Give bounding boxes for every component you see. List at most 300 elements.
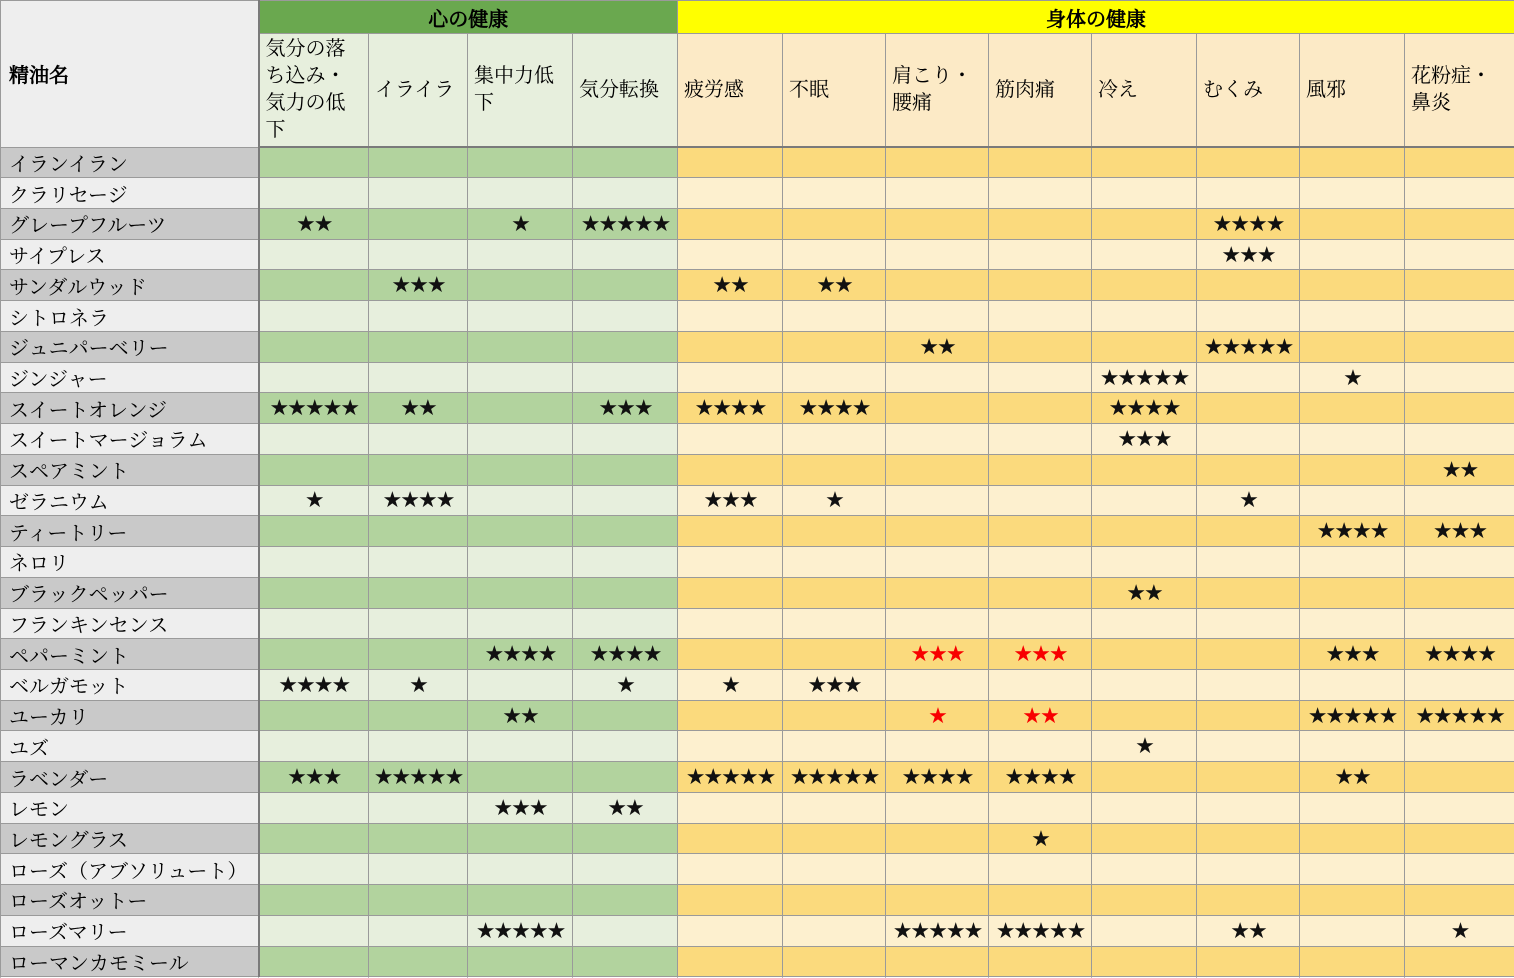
table-row: [1, 147, 1514, 178]
rating-cell: [1300, 669, 1405, 700]
rating-cell: [1092, 147, 1197, 178]
column-header: 筋肉痛: [989, 34, 1092, 148]
rating-cell: [1300, 424, 1405, 455]
star-rating-cell: ★★: [573, 792, 678, 823]
rating-cell: [369, 331, 468, 362]
rating-cell: [259, 946, 369, 977]
star-rating-cell: ★★★★★: [1300, 700, 1405, 731]
table-row: [1, 854, 1514, 885]
rating-cell: [1092, 208, 1197, 239]
column-header: 肩こり・腰痛: [886, 34, 989, 148]
rating-cell: [468, 424, 573, 455]
rating-cell: [678, 239, 783, 270]
rating-cell: [886, 608, 989, 639]
rating-cell: [1300, 178, 1405, 209]
star-rating-cell: ★★: [468, 700, 573, 731]
oil-row-label: クラリセージ: [1, 178, 259, 209]
star-rating-cell: ★★★: [989, 639, 1092, 670]
rating-cell: [1197, 393, 1300, 424]
rating-cell: [468, 823, 573, 854]
rating-cell: [783, 239, 886, 270]
table-row: [1, 270, 1514, 301]
table-row: [1, 915, 1514, 946]
column-header: 疲労感: [678, 34, 783, 148]
rating-cell: [468, 762, 573, 793]
rating-cell: [369, 547, 468, 578]
rating-cell: [573, 454, 678, 485]
rating-cell: [783, 424, 886, 455]
rating-cell: [783, 454, 886, 485]
rating-cell: [259, 516, 369, 547]
rating-cell: [468, 393, 573, 424]
rating-cell: [1405, 424, 1514, 455]
rating-cell: [468, 270, 573, 301]
rating-cell: [468, 854, 573, 885]
star-rating-cell: ★★: [259, 208, 369, 239]
rating-cell: [468, 547, 573, 578]
rating-cell: [989, 239, 1092, 270]
rating-cell: [259, 454, 369, 485]
rating-cell: [1197, 639, 1300, 670]
rating-cell: [1197, 792, 1300, 823]
rating-cell: [573, 700, 678, 731]
star-rating-cell: ★★★: [1300, 639, 1405, 670]
rating-cell: [989, 854, 1092, 885]
rating-cell: [783, 792, 886, 823]
rating-cell: [783, 547, 886, 578]
rating-cell: [886, 669, 989, 700]
star-rating-cell: ★★★: [573, 393, 678, 424]
oil-row-label: ローマンカモミール: [1, 946, 259, 977]
rating-cell: [783, 946, 886, 977]
rating-cell: [573, 362, 678, 393]
rating-cell: [1092, 239, 1197, 270]
rating-cell: [886, 823, 989, 854]
star-rating-cell: ★★: [989, 700, 1092, 731]
rating-cell: [1197, 854, 1300, 885]
rating-cell: [678, 147, 783, 178]
rating-cell: [1092, 915, 1197, 946]
star-rating-cell: ★★★: [678, 485, 783, 516]
rating-cell: [1197, 762, 1300, 793]
star-rating-cell: ★: [678, 669, 783, 700]
rating-cell: [468, 946, 573, 977]
star-rating-cell: ★★★★★: [1197, 331, 1300, 362]
rating-cell: [369, 608, 468, 639]
star-rating-cell: ★★: [369, 393, 468, 424]
rating-cell: [468, 577, 573, 608]
rating-cell: [886, 577, 989, 608]
rating-cell: [886, 946, 989, 977]
rating-cell: [259, 731, 369, 762]
rating-cell: [886, 393, 989, 424]
rating-cell: [783, 178, 886, 209]
star-rating-cell: ★★★★★: [1405, 700, 1514, 731]
rating-cell: [989, 485, 1092, 516]
star-rating-cell: ★★★★★: [573, 208, 678, 239]
rating-cell: [1197, 885, 1300, 916]
rating-cell: [1092, 792, 1197, 823]
star-rating-cell: ★★★: [259, 762, 369, 793]
rating-cell: [678, 178, 783, 209]
oil-name-column-header: 精油名: [1, 1, 259, 148]
rating-cell: [573, 946, 678, 977]
rating-cell: [573, 731, 678, 762]
table-row: [1, 516, 1514, 547]
rating-cell: [259, 885, 369, 916]
column-header: 気分の落ち込み・気力の低下: [259, 34, 369, 148]
star-rating-cell: ★: [1197, 485, 1300, 516]
rating-cell: [1092, 946, 1197, 977]
rating-cell: [468, 239, 573, 270]
table-row: [1, 239, 1514, 270]
rating-cell: [468, 331, 573, 362]
star-rating-cell: ★★★★★: [468, 915, 573, 946]
rating-cell: [259, 915, 369, 946]
oil-row-label: ユズ: [1, 731, 259, 762]
rating-cell: [369, 208, 468, 239]
star-rating-cell: ★★: [886, 331, 989, 362]
oil-row-label: スイートオレンジ: [1, 393, 259, 424]
star-rating-cell: ★★★★: [989, 762, 1092, 793]
table-row: [1, 331, 1514, 362]
star-rating-cell: ★★★★: [573, 639, 678, 670]
rating-cell: [1300, 270, 1405, 301]
rating-cell: [886, 208, 989, 239]
rating-cell: [783, 885, 886, 916]
oil-row-label: ネロリ: [1, 547, 259, 578]
rating-cell: [1405, 331, 1514, 362]
rating-cell: [1197, 516, 1300, 547]
star-rating-cell: ★★★★: [886, 762, 989, 793]
star-rating-cell: ★★★★★: [989, 915, 1092, 946]
rating-cell: [468, 301, 573, 332]
rating-cell: [989, 885, 1092, 916]
table-row: [1, 608, 1514, 639]
rating-cell: [369, 639, 468, 670]
rating-cell: [1092, 762, 1197, 793]
rating-cell: [573, 331, 678, 362]
star-rating-cell: ★: [468, 208, 573, 239]
rating-cell: [1197, 823, 1300, 854]
star-rating-cell: ★★★★★: [369, 762, 468, 793]
rating-cell: [259, 639, 369, 670]
star-rating-cell: ★★★: [783, 669, 886, 700]
rating-cell: [1405, 885, 1514, 916]
rating-cell: [573, 270, 678, 301]
rating-cell: [1092, 823, 1197, 854]
rating-cell: [1197, 547, 1300, 578]
rating-cell: [369, 854, 468, 885]
rating-cell: [573, 854, 678, 885]
rating-cell: [989, 577, 1092, 608]
rating-cell: [573, 762, 678, 793]
rating-cell: [1197, 424, 1300, 455]
rating-cell: [886, 485, 989, 516]
oil-row-label: ローズマリー: [1, 915, 259, 946]
rating-cell: [1197, 270, 1300, 301]
rating-cell: [989, 608, 1092, 639]
rating-cell: [1197, 362, 1300, 393]
rating-cell: [989, 516, 1092, 547]
rating-cell: [259, 424, 369, 455]
rating-cell: [259, 147, 369, 178]
rating-cell: [678, 639, 783, 670]
rating-cell: [1300, 885, 1405, 916]
oil-row-label: ローズ（アブソリュート）: [1, 854, 259, 885]
rating-cell: [886, 792, 989, 823]
rating-cell: [678, 362, 783, 393]
rating-cell: [259, 178, 369, 209]
rating-cell: [783, 331, 886, 362]
rating-cell: [989, 393, 1092, 424]
rating-cell: [1092, 331, 1197, 362]
column-header: 花粉症・鼻炎: [1405, 34, 1514, 148]
oil-row-label: スイートマージョラム: [1, 424, 259, 455]
rating-cell: [573, 424, 678, 455]
column-header: イライラ: [369, 34, 468, 148]
rating-cell: [1092, 700, 1197, 731]
rating-cell: [468, 485, 573, 516]
rating-cell: [369, 454, 468, 485]
rating-cell: [678, 885, 783, 916]
rating-cell: [1300, 485, 1405, 516]
table-row: [1, 362, 1514, 393]
rating-cell: [1300, 731, 1405, 762]
star-rating-cell: ★: [573, 669, 678, 700]
rating-cell: [1300, 301, 1405, 332]
rating-cell: [678, 608, 783, 639]
rating-cell: [573, 577, 678, 608]
rating-cell: [259, 700, 369, 731]
oil-row-label: シトロネラ: [1, 301, 259, 332]
table-row: [1, 424, 1514, 455]
rating-cell: [678, 331, 783, 362]
oil-row-label: サイプレス: [1, 239, 259, 270]
star-rating-cell: ★: [989, 823, 1092, 854]
star-rating-cell: ★★★: [369, 270, 468, 301]
rating-cell: [259, 331, 369, 362]
rating-cell: [468, 362, 573, 393]
oil-row-label: フランキンセンス: [1, 608, 259, 639]
rating-cell: [369, 301, 468, 332]
rating-cell: [678, 731, 783, 762]
rating-cell: [1405, 577, 1514, 608]
rating-cell: [886, 301, 989, 332]
rating-cell: [259, 270, 369, 301]
star-rating-cell: ★★★★: [1405, 639, 1514, 670]
rating-cell: [1092, 608, 1197, 639]
rating-cell: [886, 516, 989, 547]
table-row: [1, 885, 1514, 916]
rating-cell: [678, 547, 783, 578]
table-row: [1, 700, 1514, 731]
rating-cell: [1405, 485, 1514, 516]
rating-cell: [573, 608, 678, 639]
rating-cell: [1092, 885, 1197, 916]
star-rating-cell: ★★★★: [259, 669, 369, 700]
table-row: [1, 301, 1514, 332]
rating-cell: [678, 577, 783, 608]
oil-row-label: イランイラン: [1, 147, 259, 178]
rating-cell: [1092, 454, 1197, 485]
oil-row-label: ラベンダー: [1, 762, 259, 793]
rating-cell: [1092, 854, 1197, 885]
rating-cell: [783, 208, 886, 239]
rating-cell: [369, 700, 468, 731]
rating-cell: [989, 792, 1092, 823]
rating-cell: [1197, 577, 1300, 608]
rating-cell: [573, 823, 678, 854]
rating-cell: [259, 577, 369, 608]
column-header: 集中力低下: [468, 34, 573, 148]
rating-cell: [783, 362, 886, 393]
star-rating-cell: ★★: [1405, 454, 1514, 485]
star-rating-cell: ★★: [1300, 762, 1405, 793]
rating-cell: [573, 915, 678, 946]
rating-cell: [1092, 547, 1197, 578]
star-rating-cell: ★★★: [886, 639, 989, 670]
star-rating-cell: ★★★★★: [886, 915, 989, 946]
table-row: [1, 454, 1514, 485]
star-rating-cell: ★★★: [468, 792, 573, 823]
star-rating-cell: ★★★★★: [678, 762, 783, 793]
star-rating-cell: ★: [1092, 731, 1197, 762]
rating-cell: [369, 885, 468, 916]
rating-cell: [678, 823, 783, 854]
rating-cell: [1197, 608, 1300, 639]
oil-row-label: ゼラニウム: [1, 485, 259, 516]
oil-row-label: ティートリー: [1, 516, 259, 547]
rating-cell: [259, 823, 369, 854]
rating-cell: [1092, 485, 1197, 516]
rating-cell: [1300, 239, 1405, 270]
rating-cell: [678, 516, 783, 547]
star-rating-cell: ★★★★★: [1092, 362, 1197, 393]
rating-cell: [573, 178, 678, 209]
star-rating-cell: ★★: [1197, 915, 1300, 946]
table-row: [1, 577, 1514, 608]
star-rating-cell: ★★★: [1405, 516, 1514, 547]
rating-cell: [1405, 946, 1514, 977]
rating-cell: [1405, 239, 1514, 270]
rating-cell: [1300, 331, 1405, 362]
star-rating-cell: ★: [259, 485, 369, 516]
rating-cell: [1405, 147, 1514, 178]
rating-cell: [1405, 301, 1514, 332]
group-header-body: 身体の健康: [678, 1, 1514, 34]
oil-row-label: スペアミント: [1, 454, 259, 485]
rating-cell: [1405, 547, 1514, 578]
rating-cell: [369, 424, 468, 455]
rating-cell: [259, 362, 369, 393]
oil-row-label: ジュニパーベリー: [1, 331, 259, 362]
oil-row-label: レモングラス: [1, 823, 259, 854]
rating-cell: [259, 301, 369, 332]
rating-cell: [886, 885, 989, 916]
star-rating-cell: ★★★: [1092, 424, 1197, 455]
rating-cell: [678, 854, 783, 885]
rating-cell: [783, 301, 886, 332]
column-header: むくみ: [1197, 34, 1300, 148]
rating-cell: [1405, 362, 1514, 393]
rating-cell: [573, 301, 678, 332]
oil-row-label: ジンジャー: [1, 362, 259, 393]
rating-cell: [369, 915, 468, 946]
rating-cell: [1092, 639, 1197, 670]
rating-cell: [1405, 731, 1514, 762]
table-row: [1, 669, 1514, 700]
rating-cell: [989, 208, 1092, 239]
rating-cell: [1197, 731, 1300, 762]
star-rating-cell: ★: [886, 700, 989, 731]
rating-cell: [1300, 854, 1405, 885]
rating-cell: [369, 516, 468, 547]
rating-cell: [468, 516, 573, 547]
column-header: 冷え: [1092, 34, 1197, 148]
rating-cell: [1300, 393, 1405, 424]
column-header: 気分転換: [573, 34, 678, 148]
rating-cell: [678, 301, 783, 332]
rating-cell: [369, 239, 468, 270]
rating-cell: [886, 239, 989, 270]
rating-cell: [1197, 454, 1300, 485]
rating-cell: [886, 547, 989, 578]
star-rating-cell: ★★: [678, 270, 783, 301]
rating-cell: [678, 208, 783, 239]
rating-cell: [678, 454, 783, 485]
rating-cell: [678, 915, 783, 946]
rating-cell: [1300, 946, 1405, 977]
rating-cell: [886, 731, 989, 762]
rating-cell: [886, 854, 989, 885]
rating-cell: [468, 608, 573, 639]
rating-cell: [989, 270, 1092, 301]
table-row: [1, 946, 1514, 977]
star-rating-cell: ★★★★: [1197, 208, 1300, 239]
rating-cell: [1300, 147, 1405, 178]
rating-cell: [783, 700, 886, 731]
rating-cell: [678, 792, 783, 823]
rating-cell: [886, 362, 989, 393]
rating-cell: [783, 147, 886, 178]
rating-cell: [1405, 823, 1514, 854]
oil-row-label: レモン: [1, 792, 259, 823]
star-rating-cell: ★★★★★: [259, 393, 369, 424]
table-row: [1, 639, 1514, 670]
table-row: [1, 547, 1514, 578]
rating-cell: [369, 792, 468, 823]
rating-cell: [678, 424, 783, 455]
rating-cell: [989, 331, 1092, 362]
rating-cell: [783, 731, 886, 762]
table-row: [1, 208, 1514, 239]
rating-cell: [783, 639, 886, 670]
star-rating-cell: ★: [783, 485, 886, 516]
rating-cell: [783, 516, 886, 547]
rating-cell: [369, 178, 468, 209]
oil-row-label: ペパーミント: [1, 639, 259, 670]
rating-cell: [1405, 608, 1514, 639]
table-row: [1, 485, 1514, 516]
rating-cell: [989, 946, 1092, 977]
oil-row-label: ユーカリ: [1, 700, 259, 731]
rating-cell: [369, 577, 468, 608]
rating-cell: [1197, 147, 1300, 178]
oil-row-label: ブラックペッパー: [1, 577, 259, 608]
rating-cell: [1405, 393, 1514, 424]
rating-cell: [1092, 270, 1197, 301]
